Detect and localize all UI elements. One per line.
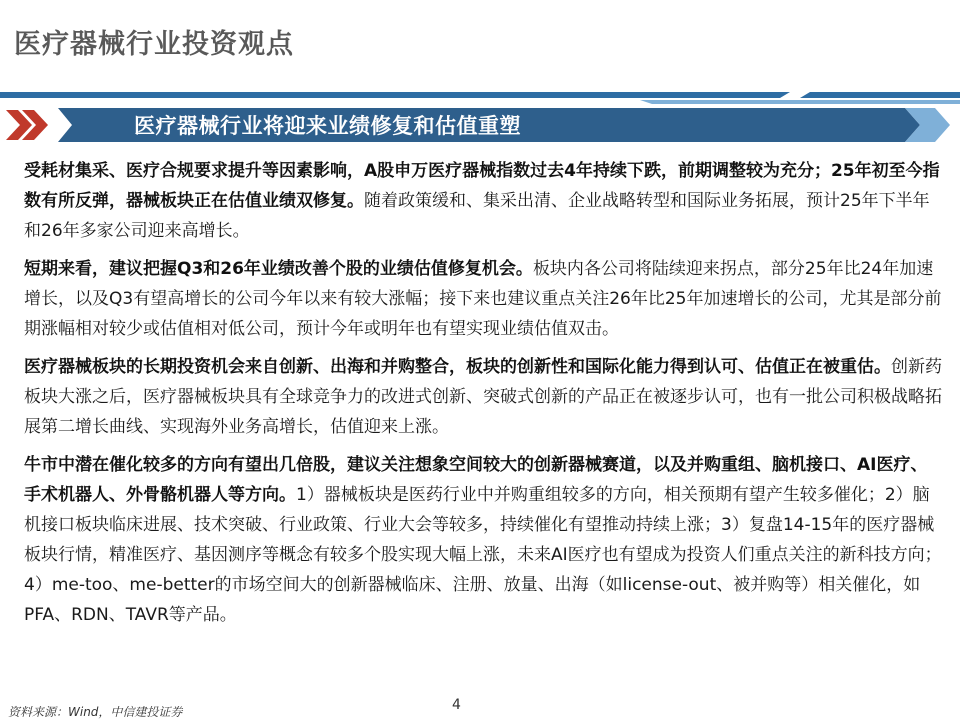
paragraph-2-lead: 短期来看，建议把握Q3和26年业绩改善个股的业绩估值修复机会。 [24, 259, 533, 279]
paragraph-3-body: 创新药板块大涨之后，医疗器械板块具有全球竞争力的改进式创新、突破式创新的产品正在被逐步认可，也有一批公司积极战略拓展第二增长曲线、实现海外业务高增长，估值迎来上涨。 [24, 357, 942, 437]
paragraph-4-lead: 牛市中潜在催化较多的方向有望出几倍股，建议关注想象空间较大的创新器械赛道，以及并购重组、脑机接口、AI医疗、手术机器人、外骨骼机器人等方向。 [24, 455, 928, 505]
paragraph-3-lead: 医疗器械板块的长期投资机会来自创新、出海和并购整合，板块的创新性和国际化能力得到认可、估值正在被重估。 [24, 357, 891, 377]
page-title: 医疗器械行业投资观点 [14, 29, 294, 60]
paragraph-1 [24, 156, 942, 246]
paragraph-2-body: 板块内各公司将陆续迎来拐点，部分25年比24年加速增长，以及Q3有望高增长的公司今年以来有较大涨幅；接下来也建议重点关注26年比25年加速增长的公司，尤其是部分前期涨幅相对较少或估值相对低公司，预计今年或明年也有望实现业绩估值双击。 [24, 259, 942, 339]
paragraph-4-body: 1）器械板块是医药行业中并购重组较多的方向，相关预期有望产生较多催化；2）脑机接口板块临床进展、技术突破、行业政策、行业大会等较多，持续催化有望推动持续上涨；3）复盘14-15年的医疗器械板块行情，精准医疗、基因测序等概念有较多个股实现大幅上涨，未来AI医疗也有望成为投资人们重点关注的新科技方向；4）me-too、me-better的市场空间大的创新器械临床、注册、放量、出海（如license-out、被并购等）相关催化，如PFA、RDN、TAVR等产品。 [24, 485, 942, 625]
title-divider [0, 92, 960, 98]
paragraph-2 [24, 254, 942, 344]
page-number: 4 [452, 697, 461, 713]
section-banner-title: 医疗器械行业将迎来业绩修复和估值重塑 [134, 114, 521, 138]
content-body [24, 156, 942, 638]
source-note: 资料来源：Wind，中信建投证券 [8, 705, 183, 719]
paragraph-4 [24, 450, 942, 630]
paragraph-1-body: 随着政策缓和、集采出清、企业战略转型和国际业务拓展，预计25年下半年和26年多家公司迎来高增长。 [24, 191, 930, 241]
paragraph-1-lead: 受耗材集采、医疗合规要求提升等因素影响，A股申万医疗器械指数过去4年持续下跌，前期调整较为充分；25年初至今指数有所反弹，器械板块正在估值业绩双修复。 [24, 161, 940, 211]
paragraph-3 [24, 352, 942, 442]
